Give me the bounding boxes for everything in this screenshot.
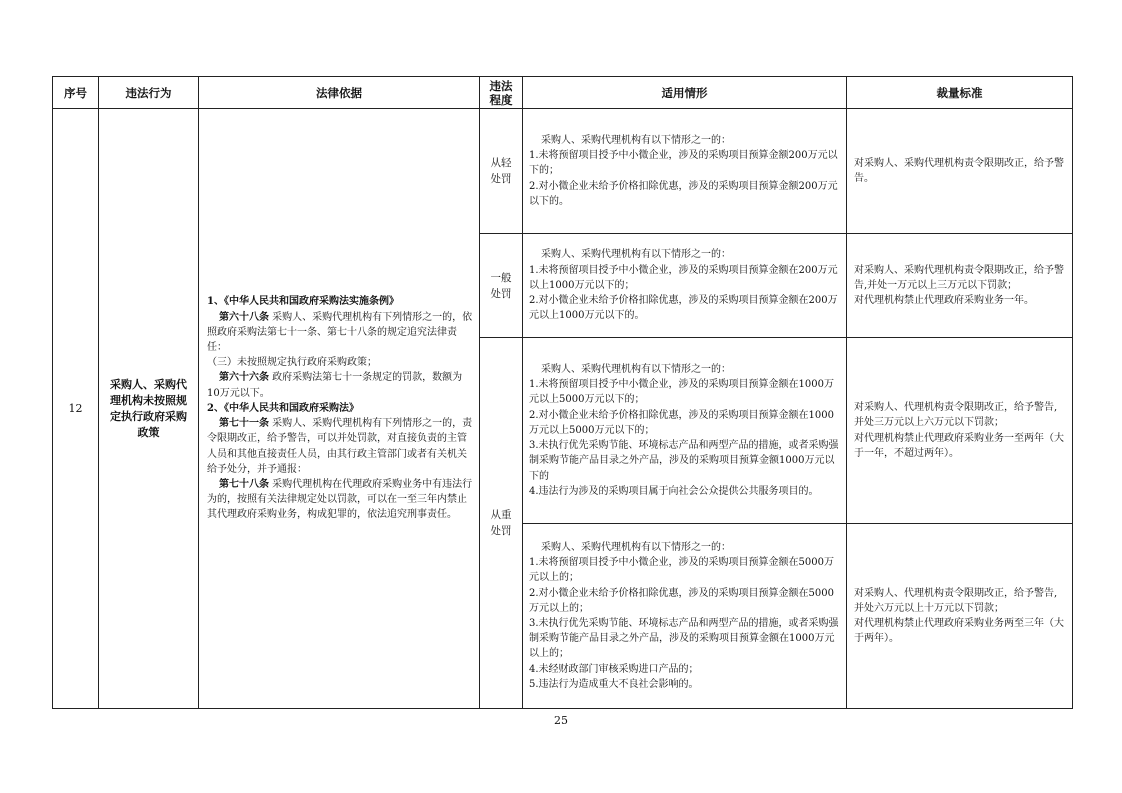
header-act: 违法行为 (99, 77, 199, 109)
situation-line: 5.违法行为造成重大不良社会影响的。 (529, 678, 699, 690)
situation-line: 采购人、采购代理机构有以下情形之一的： (541, 134, 731, 146)
page-number: 25 (554, 714, 568, 727)
situation-line: 2.对小微企业未给予价格扣除优惠，涉及的采购项目预算金额在1000万元以上5000万元以下的； (529, 409, 834, 436)
situation-heavy-1 (523, 338, 847, 524)
header-no: 序号 (53, 77, 99, 109)
standard-line: 对采购人、采购代理机构责令限期改正，给予警告。 (854, 157, 1064, 184)
article-78-text: 采购代理机构在代理政府采购业务中有违法行为的，按照有关法律规定处以罚款，可以在一至三年内禁止其代理政府采购业务，构成犯罪的，依法追究刑事责任。 (207, 478, 473, 521)
standard-line: 对代理机构禁止代理政府采购业务两至三年（大于两年）。 (854, 618, 1064, 645)
header-standard: 裁量标准 (847, 77, 1073, 109)
situation-line: 1.未将预留项目授予中小微企业，涉及的采购项目预算金额200万元以下的； (529, 150, 838, 177)
basis-paragraph (207, 416, 473, 477)
situation-line: 3.未执行优先采购节能、环境标志产品和两型产品的措施，或者采购强制采购节能产品目录之外产品，涉及的采购项目预算金额在1000万元以上的； (529, 618, 839, 660)
situation-line: 采购人、采购代理机构有以下情形之一的： (541, 364, 731, 376)
degree-light: 从轻 处罚 (480, 109, 523, 234)
standard-general (847, 234, 1073, 338)
situation-heavy-2 (523, 524, 847, 709)
standard-light (847, 109, 1073, 234)
article-71-text: 采购人、采购代理机构有下列情形之一的，责令限期改正，给予警告，可以并处罚款，对直接负责的主管人员和其他直接责任人员，由其行政主管部门或者有关机关给予处分，并予通报： (207, 418, 473, 475)
table-row (53, 109, 1073, 234)
situation-line: 4.违法行为涉及的采购项目属于向社会公众提供公共服务项目的。 (529, 485, 819, 497)
row-number: 12 (53, 109, 99, 709)
situation-line: 1.未将预留项目授予中小微企业，涉及的采购项目预算金额在200万元以上1000万元以下的； (529, 264, 838, 291)
article-68-text: 采购人、采购代理机构有下列情形之一的，依照政府采购法第七十一条、第七十八条的规定追究法律责任： (207, 311, 473, 354)
header-degree: 违法 程度 (480, 77, 523, 109)
situation-line: 2.对小微企业未给予价格扣除优惠，涉及的采购项目预算金额在200万元以上1000万元以下的。 (529, 295, 838, 322)
situation-line: 采购人、采购代理机构有以下情形之一的： (541, 541, 731, 553)
standard-line: 对代理机构禁止代理政府采购业务一年。 (854, 295, 1034, 307)
article-71: 第七十一条 (219, 418, 269, 430)
header-basis: 法律依据 (199, 77, 480, 109)
standard-line: 对采购人、代理机构责令限期改正，给予警告,并处三万元以上六万元以下罚款； (854, 402, 1058, 429)
standard-line: 对代理机构禁止代理政府采购业务一至两年（大于一年，不超过两年）。 (854, 432, 1064, 459)
situation-line: 3.未执行优先采购节能、环境标志产品和两型产品的措施，或者采购强制采购节能产品目录之外产品，涉及的采购项目预算金额1000万元以下的 (529, 440, 839, 482)
legal-basis (199, 109, 480, 709)
situation-line: 4.未经财政部门审核采购进口产品的； (529, 663, 699, 675)
situation-line: 2.对小微企业未给予价格扣除优惠，涉及的采购项目预算金额200万元以下的。 (529, 180, 838, 207)
basis-item: （三）未按照规定执行政府采购政策； (207, 357, 377, 369)
situation-line: 1.未将预留项目授予中小微企业，涉及的采购项目预算金额在1000万元以上5000万元以下的； (529, 379, 834, 406)
basis-paragraph (207, 477, 473, 523)
situation-line: 采购人、采购代理机构有以下情形之一的： (541, 249, 731, 261)
situation-line: 2.对小微企业未给予价格扣除优惠，涉及的采购项目预算金额在5000万元以上的； (529, 587, 834, 614)
basis-heading-2: 2、《中华人民共和国政府采购法》 (207, 402, 359, 414)
article-66: 第六十六条 (219, 372, 269, 384)
basis-heading-1: 1、《中华人民共和国政府采购法实施条例》 (207, 296, 399, 308)
standard-line: 对采购人、采购代理机构责令限期改正，给予警告,并处一万元以上三万元以下罚款； (854, 264, 1064, 291)
article-78: 第七十八条 (219, 478, 269, 490)
penalty-table (52, 76, 1073, 709)
header-situation: 适用情形 (523, 77, 847, 109)
basis-paragraph (207, 370, 473, 400)
standard-heavy-2 (847, 524, 1073, 709)
situation-line: 1.未将预留项目授予中小微企业，涉及的采购项目预算金额在5000万元以上的； (529, 557, 834, 584)
situation-light (523, 109, 847, 234)
header-row (53, 77, 1073, 109)
violation-act: 采购人、采购代理机构未按照规定执行政府采购政策 (99, 109, 199, 709)
article-68: 第六十八条 (219, 311, 269, 323)
degree-general: 一般 处罚 (480, 234, 523, 338)
situation-general (523, 234, 847, 338)
degree-heavy: 从重 处罚 (480, 338, 523, 709)
basis-paragraph (207, 310, 473, 356)
article-66-text: 政府采购法第七十一条规定的罚款，数额为10万元以下。 (207, 372, 463, 399)
standard-line: 对采购人、代理机构责令限期改正，给予警告,并处六万元以上十万元以下罚款； (854, 587, 1058, 614)
standard-heavy-1 (847, 338, 1073, 524)
